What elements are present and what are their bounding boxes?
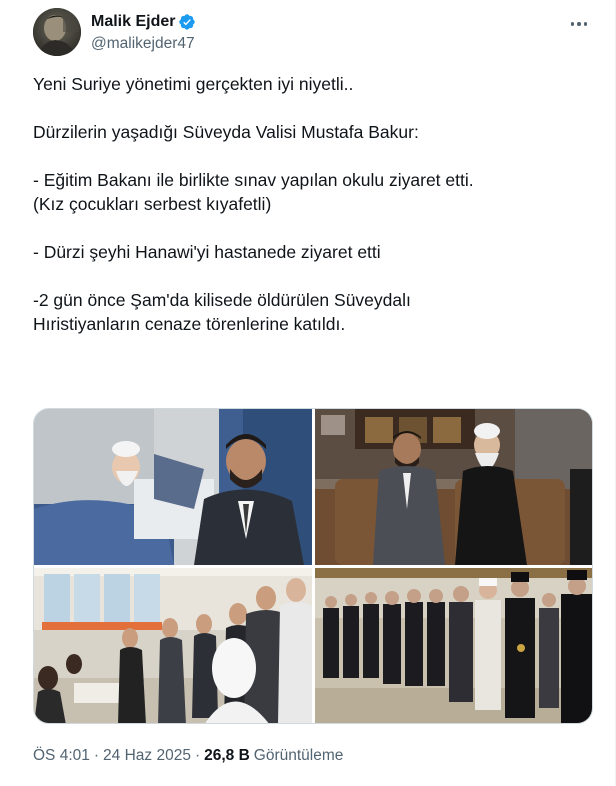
tweet-meta (33, 746, 343, 766)
tweet-line: - Eğitim Bakanı ile birlikte sınav yapılan okulu ziyaret etti. (33, 170, 474, 190)
meta-separator: · (93, 747, 100, 764)
tweet-header (33, 8, 603, 60)
tweet-line: (Kız çocukları serbest kıyafetli) (33, 194, 272, 214)
tweet-text (33, 72, 598, 336)
media-grid (33, 408, 593, 724)
name-row (91, 12, 196, 32)
views-label: Görüntüleme (253, 747, 344, 764)
tweet-line: - Dürzi şeyhi Hanawi'yi hastanede ziyaret etti (33, 242, 381, 262)
author-handle[interactable]: @malikejder47 (91, 35, 195, 52)
author-display-name[interactable]: Malik Ejder (91, 13, 176, 30)
more-options-icon[interactable] (567, 12, 591, 36)
tweet-line: Hıristiyanların cenaze törenlerine katıldı. (33, 314, 346, 334)
photo-school-visit[interactable] (34, 568, 312, 724)
tweet-line (33, 96, 598, 120)
photo-hospital-visit[interactable] (34, 409, 312, 565)
photo-office-meeting[interactable] (315, 409, 593, 565)
meta-separator: · (194, 747, 201, 764)
views-count: 26,8 B (204, 747, 250, 764)
tweet-line: -2 gün önce Şam'da kilisede öldürülen Süveydalı (33, 290, 411, 310)
photo-funeral-ceremony[interactable] (315, 568, 593, 724)
tweet-date[interactable]: 24 Haz 2025 (103, 747, 191, 764)
avatar[interactable] (33, 8, 81, 56)
verified-badge-icon[interactable] (178, 13, 196, 31)
tweet-timestamp[interactable]: ÖS 4:01 (33, 747, 90, 764)
tweet-line: Yeni Suriye yönetimi gerçekten iyi niyetli.. (33, 74, 354, 94)
author-block (91, 12, 196, 54)
tweet-line (33, 264, 598, 288)
tweet-line (33, 216, 598, 240)
tweet-line: Dürzilerin yaşadığı Süveyda Valisi Mustafa Bakur: (33, 122, 419, 142)
tweet-line (33, 144, 598, 168)
